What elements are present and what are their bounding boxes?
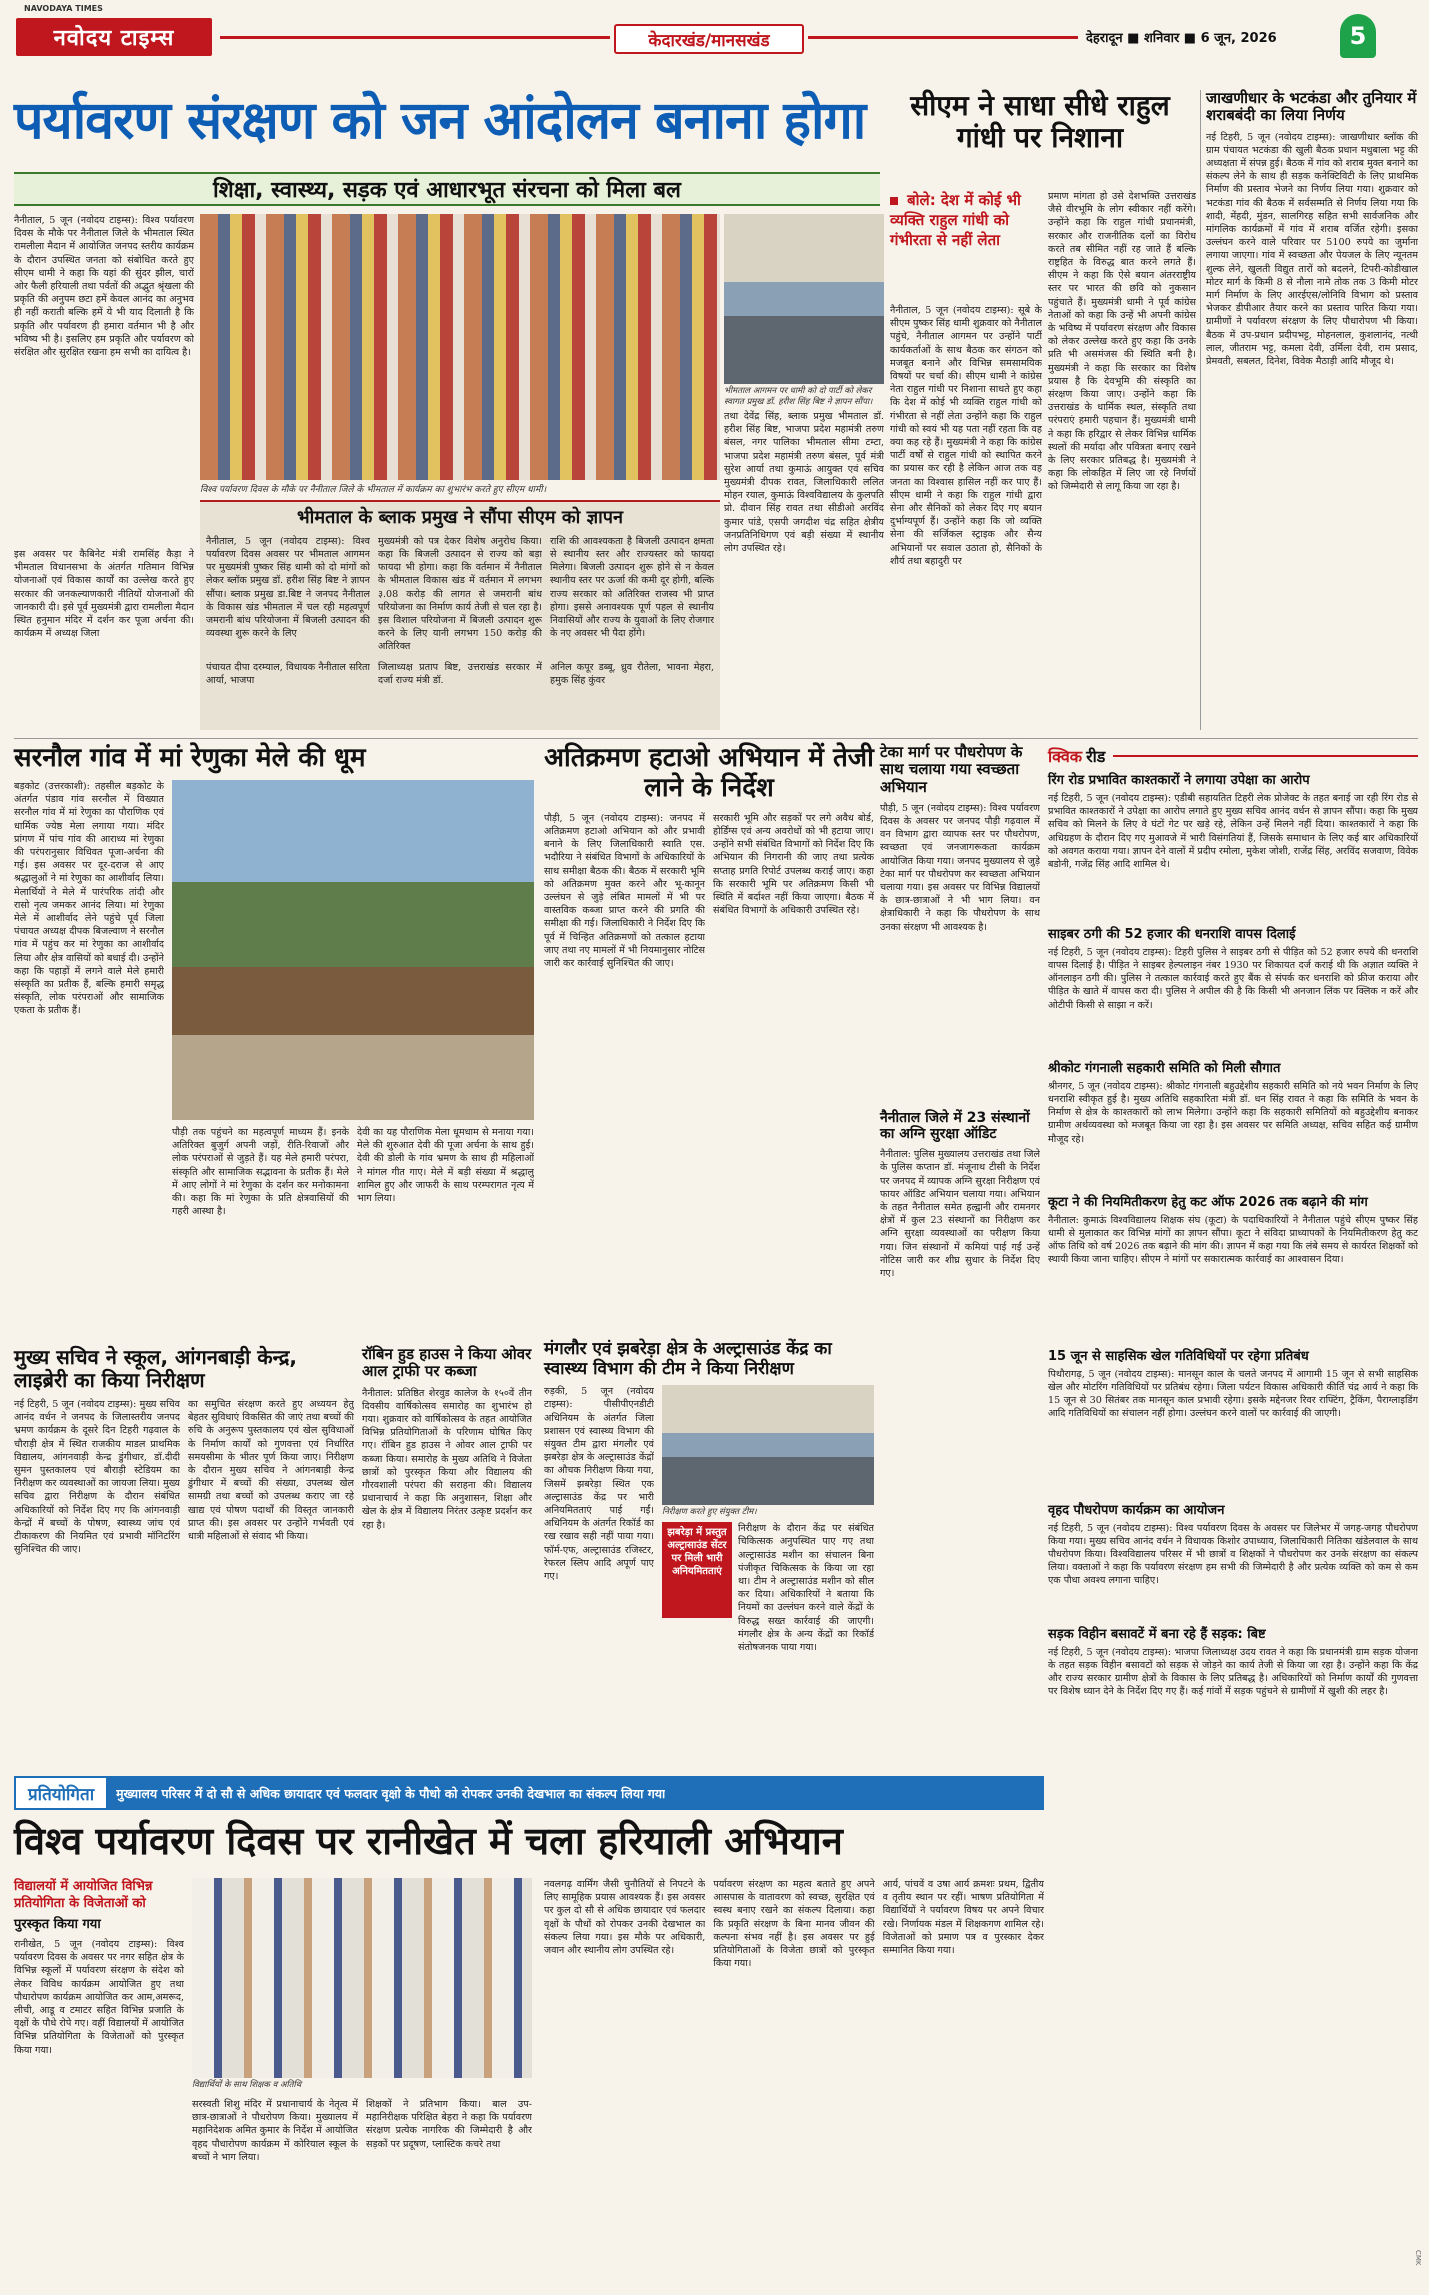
csec-story	[14, 1346, 354, 1766]
ranikhet-col-a: सरस्वती शिशु मंदिर में प्रधानाचार्य के नेतृत्व में छात्र-छात्राओं ने पौधरोपण किया। मुख्यालय में महानिदेशक अमित कुमार के निर्देश में आयोजित वृहद पौधारोपण कार्यक्रम में कोरियाल स्कूल के बच्चों ने भाग लिया।	[192, 2099, 358, 2163]
quick-read-list	[1048, 774, 1418, 1776]
renuka-headline: सरनौल गांव में मां रेणुका मेले की धूम	[14, 743, 366, 773]
ultra-inset-text: झबरेड़ा में प्रस्तुत अल्ट्रासाउंड सेंटर पर मिली भारी अनियमितताएं	[667, 1527, 727, 1578]
encroach-col1: पौड़ी, 5 जून (नवोदय टाइम्स): जनपद में अतिक्रमण हटाओ अभियान को और प्रभावी बनाने के लिए जिलाधिकारी स्वाति एस. भदौरिया ने संबंधित विभागों के अधिकारियों के साथ समीक्षा बैठक की। बैठक में सरकारी भूमि को अतिक्रमण मुक्त करने और भू-कानून उल्लंघन से जुड़े लंबित मामलों में भी पर वास्तविक कब्जा प्राप्त करने की प्रगति की समीक्षा की गई। जिलाधिकारी ने निर्देश दिए कि पूर्व में चिन्हित अतिक्रमणों को तत्काल हटाया जाए तथा नए मामलों में भी नियमानुसार नोटिस जारी कर कार्रवाई सुनिश्चित की जाए।	[544, 812, 705, 970]
renuka-col2: पौड़ी तक पहुंचने का महत्वपूर्ण माध्यम हैं। इनके अतिरिक्त बुजुर्ग अपनी जड़ों, रीति-रिवाजों और लोक परंपराओं से जुड़ते हैं। यह मेले हमारी परंपरा, संस्कृति और सामाजिक सद्भावना के प्रतीक हैं। मेले में आए लोगों ने मां रेणुका के दर्शन कर मनोकामना की। कहा कि मां रेणुका के प्रति क्षेत्रवासियों की गहरी आस्था है।	[172, 1126, 349, 1218]
rahul-col1b	[724, 410, 884, 730]
lead-deck	[14, 172, 880, 206]
rahul-headline	[890, 90, 1190, 180]
teka-story	[880, 744, 1040, 1104]
csec-headline: मुख्य सचिव ने स्कूल, आंगनबाड़ी केन्द्र, लाइब्रेरी का किया निरीक्षण	[14, 1345, 298, 1392]
small-brand: NAVODAYA TIMES	[24, 4, 103, 13]
comp-headline	[14, 1814, 1044, 1870]
section-tab	[614, 24, 804, 54]
renuka-story	[14, 744, 534, 1340]
teka-body: पौड़ी, 5 जून (नवोदय टाइम्स): विश्व पर्यावरण दिवस के अवसर पर जनपद पौड़ी गढ़वाल में वन विभाग द्वारा व्यापक स्तर पर पौधरोपण, स्वच्छता एवं जनजागरूकता कार्यक्रम आयोजित किया गया। जनपद मुख्यालय से जुड़े टेका मार्ग पर पौधरोपण कर स्वच्छता अभियान चलाया गया। इस अवसर पर विभिन्न विद्यालयों के छात्र-छात्राओं ने भी भाग लिया। वन क्षेत्राधिकारी ने कहा कि पौधरोपण के साथ उनका संरक्षण भी आवश्यक है।	[880, 802, 1040, 933]
jakhan-body: नई टिहरी, 5 जून (नवोदय टाइम्स): जाखणीधार ब्लॉक की ग्राम पंचायत भटकंडा की खुली बैठक प्रधान मधुबाला भट्ट की अध्यक्षता में संपन्न हुई। बैठक में गांव को शराब मुक्त बनाने का संकल्प लेने के साथ ही सड़क कनेक्टिविटी के लिए प्राथमिक निर्माण की प्रस्ताव भेजने का निर्णय लिया गया। शुक्रवार को भटकंडा गांव की बैठक में सर्वसम्मति से निर्णय लिया गया कि शादी, मेंहदी, मुंडन, सालगिरह सहित सभी सार्वजनिक और मांगलिक कार्यक्रमों में गांव में शराब वर्जित रहेगी। इसका उल्लंघन करने वाले परिवार पर 5100 रुपये का जुर्माना लगाया जाएगा। गांव में स्वच्छता और पेयजल के लिए न्यूनतम शुल्क लेने, खुलती विद्युत तारों को बदलने, टिपरी-कोडीखाल मोटर मार्ग के किमी 8 से नौला नामे तोक तक 3 किमी मोटर मार्ग निर्माण के लिए आरईएस/लोनिवि विभाग को प्रस्ताव भेजकर डीपीआर तैयार करने का प्रस्ताव पारित किया गया। ग्रामीणों ने पर्यावरण संरक्षण के लिए पौधारोपण भी किया। बैठक में उप-प्रधान प्रदीपभट्ट, मोहनलाल, कुशलानंद, नत्थी लाल, जीतराम भट्ट, कमला देवी, उर्मिला देवी, राम प्रसाद, प्रेमवती, सबलत, दिनेश, विवेक मैठाड़ी आदि मौजूद थे।	[1206, 131, 1418, 367]
masthead-rule-right	[808, 36, 1078, 39]
quick-read-item	[1048, 774, 1418, 922]
page-number	[1340, 14, 1376, 58]
quote-marker-icon	[890, 197, 898, 205]
ultra-col2: निरीक्षण के दौरान केंद्र पर संबंधित चिकित्सक अनुपस्थित पाए गए तथा अल्ट्रासाउंड मशीन का संचालन बिना पंजीकृत चिकित्सक के किया जा रहा था। टीम ने अल्ट्रासाउंड मशीन को सील कर दिया। अधिकारियों ने बताया कि नियमों का उल्लंघन करने वाले केंद्रों के विरुद्ध सख्त कार्रवाई की जाएगी। मंगलौर क्षेत्र के अन्य केंद्रों का रिकॉर्ड संतोषजनक पाया गया।	[738, 1523, 874, 1653]
comp-tag	[14, 1776, 108, 1810]
col-rule	[1200, 90, 1201, 730]
fire-headline: नैनीताल जिले में 23 संस्थानों का अग्नि सुरक्षा ऑडिट	[880, 1110, 1030, 1143]
ranikhet-photo	[192, 1878, 532, 2078]
quick-read-item-body: नई टिहरी, 5 जून (नवोदय टाइम्स): एडीबी सहायतित टिहरी लेक प्रोजेक्ट के तहत बनाई जा रही रिंग रोड से प्रभावित काश्तकारों ने उपेक्षा का आरोप लगाते हुए मुख्य सचिव आनंद वर्धन से ज्ञापन सौंपा। कहा कि मुख्य सचिव को मिलने के लिए वे घंटों गेट पर खड़े रहे, लेकिन उन्हें मिलने नहीं दिया। काश्तकारों ने कहा कि अधिग्रहण के दौरान दिए गए मुआवजे में भारी विसंगतियां हैं, जिसके समाधान के लिए कई बार अधिकारियों को अवगत कराया गया। ज्ञापन देने वालों में प्रदीप रमोला, मुकेश जोशी, राजेंद्र सिंह, अरविंद सजवाण, विवेक बडोनी, गजेंद्र सिंह आदि शामिल थे।	[1048, 792, 1418, 870]
memo-tail1: पंचायत दीपा दरम्याल, विधायक नैनीताल सरिता आर्या, भाजपा	[206, 661, 370, 686]
ranikhet-side-head-text: विद्यालयों में आयोजित विभिन्न प्रतियोगिता के विजेताओं को	[14, 1879, 153, 1911]
memo-headline: भीमताल के ब्लाक प्रमुख ने सौंपा सीएम को ज्ञापन	[297, 507, 623, 528]
quick-read-item-headline: श्रीकोट गंगनाली सहकारी समिति को मिली सौगात	[1048, 1060, 1281, 1076]
robbin-body: नैनीताल: प्रतिष्ठित शेरवुड कालेज के १५०वें तीन दिवसीय वार्षिकोत्सव समारोह का शुभारंभ हो गया। शुक्रवार को वार्षिकोत्सव के तहत आयोजित विभिन्न प्रतियोगिताओं के परिणाम घोषित किए गए। रॉबिन हुड हाउस ने ओवर आल ट्राफी पर कब्जा किया। समारोह के मुख्य अतिथि ने विजेता छात्रों को पुरस्कृत किया और विद्यालय की गौरवशाली परंपरा की सराहना की। विद्यालय प्रधानाचार्य ने कहा कि अनुशासन, शिक्षा और खेल के क्षेत्र में विद्यालय निरंतर उत्कृष्ट प्रदर्शन कर रहा है।	[362, 1387, 532, 1531]
jakhan-story	[1206, 90, 1418, 730]
ranikhet-col-d: पर्यावरण संरक्षण का महत्व बताते हुए अपने आसपास के वातावरण को स्वच्छ, सुरक्षित एवं स्वस्थ बनाए रखने का संकल्प दिलाया। कहा कि प्रकृति संरक्षण के बिना मानव जीवन की कल्पना संभव नहीं है। इस अवसर पर हुई प्रतियोगिताओं के विजेता छात्रों को पुरस्कृत किया गया।	[713, 1879, 875, 1970]
memo-tail2: जिलाध्यक्ष प्रताप बिष्ट, उत्तराखंड सरकार में दर्जा राज्य मंत्री डॉ.	[378, 661, 542, 686]
rahul-photo	[724, 214, 884, 384]
ranikhet-cols-right	[544, 1878, 1044, 2284]
cmk-mark: CMK	[1414, 2250, 1422, 2266]
logo	[16, 18, 212, 56]
ultra-photo	[662, 1385, 874, 1505]
ranikhet-col-b: शिक्षकों ने प्रतिभाग किया। बाल उप-महानिरीक्षक परिक्षित बेहरा ने कहा कि पर्यावरण संरक्षण प्रत्येक नागरिक की जिम्मेदारी है और सड़कों पर प्रदूषण, प्लास्टिक कचरे तथा	[366, 2099, 532, 2150]
quick-read-item-body: नई टिहरी, 5 जून (नवोदय टाइम्स): टिहरी पुलिस ने साइबर ठगी से पीड़ित को 52 हजार रुपये की धनराशि वापस दिलाई है। पीड़ित ने साइबर हेल्पलाइन नंबर 1930 पर शिकायत दर्ज कराई थी कि अज्ञात व्यक्ति ने ऑनलाइन ठगी की। पुलिस ने तत्काल कार्रवाई करते हुए बैंक से संपर्क कर धनराशि को फ्रीज कराया और पीड़ित के खाते में वापस करा दी। पुलिस ने अपील की है कि किसी भी अनजान लिंक पर क्लिक न करें और ओटीपी किसी से साझा न करें।	[1048, 946, 1418, 1011]
memo-col2: मुख्यमंत्री को पत्र देकर विशेष अनुरोध किया। कहा कि बिजली उत्पादन से राज्य को बड़ा फायदा भी होगा। कहा कि वर्तमान में नैनीताल के भीमताल विकास खंड में वर्तमान में लगभग ३.08 करोड़ की लागत से जमरानी बांध परियोजना का निर्माण कार्य तेजी से चल रहा है। इस विशाल परियोजना में बिजली उत्पादन शुरू करने के लिए यानी लगभग 150 करोड़ की अतिरिक्त	[378, 535, 542, 653]
renuka-photo	[172, 780, 534, 1120]
ultra-story	[544, 1340, 874, 1770]
page-number-value: 5	[1349, 22, 1367, 50]
logo-text: नवोदय टाइम्स	[53, 26, 175, 51]
ultra-headline: मंगलौर एवं झबरेड़ा क्षेत्र के अल्ट्रासाउंड केंद्र का स्वास्थ्य विभाग की टीम ने किया निरीक्षण	[544, 1339, 832, 1379]
csec-col1: नई टिहरी, 5 जून (नवोदय टाइम्स): मुख्य सचिव आनंद वर्धन ने जनपद के जिलास्तरीय जनपद भ्रमण कार्यक्रम के दूसरे दिन टिहरी गढ़वाल के चौराड़ी क्षेत्र में स्थित राजकीय माडल प्राथमिक विद्यालय, आंगनवाड़ी केन्द्र डुंगीधार, डॉ.दीदी सुमन पुस्तकालय एवं बौराड़ी स्टेडियम का निरीक्षण कर व्यवस्थाओं का जायजा लिया। मुख्य सचिव द्वारा निरीक्षण के दौरान संबंधित अधिकारियों को निर्देश दिए गए कि आंगनवाड़ी केन्द्रों में बच्चों के पोषण, स्वास्थ्य जांच एवं टीकाकरण की नियमित एवं प्रभावी मॉनिटरिंग सुनिश्चित की जाए।	[14, 1399, 180, 1556]
memo-story	[200, 500, 720, 730]
quick-read-item-headline: रिंग रोड प्रभावित काश्तकारों ने लगाया उपेक्षा का आरोप	[1048, 773, 1310, 788]
section-rule	[14, 738, 1418, 739]
ranikhet-side-body: रानीखेत, 5 जून (नवोदय टाइम्स): विश्व पर्यावरण दिवस के अवसर पर नगर सहित क्षेत्र के विभिन्न स्कूलों में पर्यावरण संरक्षण के संदेश को लेकर विविध कार्यक्रम आयोजित हुए तथा पौधारोपण कार्यक्रम आयोजित कर आम,अमरूद, लीची, आडू व टमाटर सहित विभिन्न प्रजाति के वृक्षों के पौधे रोपे गए। वहीं विद्यालयों में आयोजित विभिन्न प्रतियोगिता के विजेताओं को पुरस्कृत किया गया।	[14, 1939, 184, 2056]
memo-col1: नैनीताल, 5 जून (नवोदय टाइम्स): विश्व पर्यावरण दिवस अवसर पर भीमताल आगमन पर मुख्यमंत्री पुष्कर सिंह धामी को दो मांगों को लेकर ब्लॉक प्रमुख डॉ. हरीश सिंह बिष्ट ने ज्ञापन सौंपा। ब्लाक प्रमुख डा.बिष्ट ने जनपद नैनीताल के विकास खंड भीमताल में चल रही महत्वपूर्ण जमरानी बांध परियोजना में बिजली उत्पादन की व्यवस्था शुरू करने के लिए	[206, 535, 370, 640]
ultra-col1: रुड़की, 5 जून (नवोदय टाइम्स): पीसीपीएनडीटी अधिनियम के अंतर्गत जिला प्रशासन एवं स्वास्थ्य विभाग की संयुक्त टीम द्वारा मंगलौर एवं झबरेड़ा क्षेत्र के अल्ट्रासाउंड केंद्रों का औचक निरीक्षण किया गया, जिसमें झबरेड़ा स्थित एक अल्ट्रासाउंड केंद्र पर भारी अनियमितताएं पाई गईं। अधिनियम के अंतर्गत रिकॉर्ड का रख रखाव सही नहीं पाया गया। फॉर्म-एफ, अल्ट्रासाउंड रजिस्टर, रेफरल स्लिप आदि अपूर्ण पाए गए।	[544, 1386, 654, 1582]
quick-read-item	[1048, 1196, 1418, 1344]
quick-read-label-b: रीड	[1086, 747, 1106, 766]
lead-photo	[200, 214, 720, 480]
ranikhet-side-head	[14, 1878, 184, 1912]
quick-read	[1048, 744, 1418, 1794]
quick-read-item	[1048, 1062, 1418, 1190]
lead-body-para1: नैनीताल, 5 जून (नवोदय टाइम्स): विश्व पर्यावरण दिवस के मौके पर नैनीताल जिले के भीमताल स्थित रामलीला मैदान में आयोजित जनपद स्तरीय कार्यक्रम के दौरान उपस्थित जनता को संबोधित करते हुए सीएम धामी ने कहा कि यहां की सुंदर झील, चारों ओर फैली हरियाली तथा पर्वतों की अद्भुत श्रृंखला की प्रकृति की अनुपम छटा हमें केवल आनंद का अनुभव ही नहीं कराती बल्कि हमें ये भी याद दिलाती है कि प्रकृति और पर्यावरण ही हमारा वर्तमान भी है और भविष्य भी है। इसलिए हम प्रकृति और पर्यावरण को संरक्षित और सुरक्षित रखना हम सभी का दायित्व है।	[14, 215, 194, 359]
dateline: देहरादून ■ शनिवार ■ 6 जून, 2026	[1086, 31, 1277, 46]
teka-headline: टेका मार्ग पर पौधरोपण के साथ चलाया गया स्वच्छता अभियान	[880, 743, 1023, 796]
robbin-headline: रॉबिन हुड हाउस ने किया ओवर आल ट्राफी पर कब्जा	[362, 1345, 532, 1381]
encroach-story	[544, 744, 874, 1334]
rahul-col1-text: नैनीताल, 5 जून (नवोदय टाइम्स): सूबे के सीएम पुष्कर सिंह धामी शुक्रवार को नैनीताल पहुंचे, नैनीताल आगमन पर उन्होंने पार्टी कार्यकर्ताओं के साथ बैठक कर संगठन को मजबूत बनाने और विभिन्न समसामयिक विषयों पर चर्चा की। सीएम धामी ने कांग्रेस नेता राहुल गांधी पर निशाना साधते हुए कहा कि देश में कोई भी व्यक्ति राहुल गांधी को गंभीरता से नहीं लेता उन्होंने कहा कि राहुल गांधी को स्वयं भी यह पता नहीं रहता कि वह क्या कह रहे हैं। मुख्यमंत्री ने कहा कि कांग्रेस पार्टी वर्षों से राहुल गांधी को स्थापित करने का प्रयास कर रही है लेकिन आज तक वह जनता का विश्वास हासिल नहीं कर पाए हैं। सीएम धामी ने कहा कि राहुल गांधी द्वारा सेना और सैनिकों को लेकर दिए गए बयान दुर्भाग्यपूर्ण हैं। उन्होंने कहा कि जो व्यक्ति सेना की सर्जिकल स्ट्राइक और सैन्य अभियानों पर सवाल उठाता हो, सैनिकों के शौर्य तथा बहादुरी पर	[890, 305, 1042, 567]
ranikhet-col-e: आर्य, पांचवें व उषा आर्य क्रमशः प्रथम, द्वितीय व तृतीय स्थान पर रहीं। भाषण प्रतियोगिता में विद्यार्थियों ने पर्यावरण विषय पर अपने विचार रखे। निर्णायक मंडल में शिक्षकगण शामिल रहे। विजेताओं को प्रमाण पत्र व पुरस्कार देकर सम्मानित किया गया।	[882, 1879, 1044, 1957]
ultra-photo-caption: निरीक्षण करते हुए संयुक्त टीम।	[662, 1507, 757, 1518]
quick-read-item-headline: कूटा ने की नियमितीकरण हेतु कट ऑफ 2026 तक बढ़ाने की मांग	[1048, 1194, 1368, 1210]
comp-headline-text: विश्व पर्यावरण दिवस पर रानीखेत में चला हरियाली अभियान	[14, 1819, 843, 1864]
ranikhet-side	[14, 1878, 184, 2278]
quick-read-label	[1048, 744, 1418, 768]
quick-read-item-body: नैनीताल: कुमाऊं विश्वविद्यालय शिक्षक संघ (कूटा) के पदाधिकारियों ने नैनीताल पहुंचे सीएम पुष्कर सिंह धामी से मुलाकात कर विभिन्न मांगों का ज्ञापन सौंपा। कूटा ने संविदा प्राध्यापकों के नियमितीकरण हेतु कट ऑफ तिथि को वर्ष 2026 तक बढ़ाने की मांग की। ज्ञापन में कहा गया कि लंबे समय से कार्यरत शिक्षकों को स्थायी किया जाना चाहिए। सीएम ने मांगों पर सकारात्मक कार्रवाई का आश्वासन दिया।	[1048, 1214, 1418, 1266]
encroach-col2: सरकारी भूमि और सड़कों पर लगे अवैध बोर्ड, होर्डिंग्स एवं अन्य अवरोधों को भी हटाया जाए। उन्होंने सभी संबंधित विभागों को निर्देश दिए कि अभियान की निगरानी की जाए तथा प्रत्येक सप्ताह प्रगति रिपोर्ट उपलब्ध कराई जाए। कहा कि सरकारी भूमि पर अतिक्रमण किसी भी स्थिति में बर्दाश्त नहीं किया जाएगा। बैठक में संबंधित विभागों के अधिकारी उपस्थित रहे।	[713, 812, 874, 917]
lead-body-para2: इस अवसर पर कैबिनेट मंत्री रामसिंह कैड़ा ने भीमताल विधानसभा के अंतर्गत गतिमान विभिन्न योजनाओं एवं विकास कार्यों का उल्लेख करते हुए सरकार की जनकल्याणकारी नीतियों योजनाओं की जानकारी दी। इसे पूर्व मुख्यमंत्री द्वारा रामलीला मैदान स्थित हनुमान मंदिर में दर्शन कर पूजा अर्चना की। कार्यक्रम में अध्यक्ष जिला	[14, 549, 194, 640]
quick-read-item	[1048, 1628, 1418, 1776]
ultra-inset	[662, 1522, 732, 1618]
lead-body-left	[14, 214, 194, 734]
renuka-col3: देवी का यह पौराणिक मेला धूमधाम से मनाया गया। मेले की शुरुआत देवी की पूजा अर्चना के साथ हुई। देवी की डोली के गांव भ्रमण के साथ ही महिलाओं ने मांगल गीत गाए। मेले में बड़ी संख्या में श्रद्धालु शामिल हुए और जाफरी के साथ परम्परागत नृत्य में भाग लिया।	[357, 1126, 534, 1204]
ranikhet-col-c: नवलगढ़ वार्मिंग जैसी चुनौतियों से निपटने के लिए सामूहिक प्रयास आवश्यक हैं। इस अवसर पर कुल दो सौ से अधिक छायादार एवं फलदार वृक्षों के पौधों को रोपकर उनकी देखभाल का संकल्प लिया गया। इस मौके पर अधिकारी, जवान और स्थानीय लोग उपस्थित रहे।	[544, 1879, 706, 1957]
encroach-headline: अतिक्रमण हटाओ अभियान में तेजी लाने के निर्देश	[544, 743, 874, 803]
quick-read-item-body: नई टिहरी, 5 जून (नवोदय टाइम्स): भाजपा जिलाध्यक्ष उदय रावत ने कहा कि प्रधानमंत्री ग्राम सड़क योजना के तहत सड़क विहीन बसावटों को सड़क से जोड़ने का कार्य तेजी से किया जा रहा है। उन्होंने कहा कि केंद्र और राज्य सरकार ग्रामीण क्षेत्रों के विकास के लिए प्रतिबद्ध है। अधिकारियों को निर्माण कार्यों की गुणवत्ता पर विशेष ध्यान देने के निर्देश दिए गए हैं। कई गांवों में सड़क पहुंचने से ग्रामीणों में खुशी की लहर है।	[1048, 1646, 1418, 1698]
quick-read-item-headline: सड़क विहीन बसावटें में बना रहे हैं सड़क: बिष्ट	[1048, 1626, 1266, 1642]
quick-read-item-body: पिथौरागढ़, 5 जून (नवोदय टाइम्स): मानसून काल के चलते जनपद में आगामी 15 जून से सभी साहसिक खेल और मोटरिंग गतिविधियों पर प्रतिबंध रहेगा। जिला पर्यटन विकास अधिकारी कीर्ति चंद्र आर्य ने कहा कि 15 जून से 30 सितंबर तक मानसून काल प्रभावी रहेगा। इसके मद्देनजर रिवर राफ्टिंग, ट्रैकिंग, पैराग्लाइडिंग आदि गतिविधियों का संचालन नहीं होगा। उल्लंघन करने वालों पर कार्रवाई की जाएगी।	[1048, 1368, 1418, 1420]
robbin-story	[362, 1346, 532, 1766]
memo-tail3: अनिल कपूर डब्बू, ध्रुव रौतेला, भावना मेहरा, हमुक सिंह कुंवर	[550, 661, 714, 686]
lead-headline	[14, 72, 880, 164]
lead-photo-caption: विश्व पर्यावरण दिवस के मौके पर नैनीताल जिले के भीमताल में कार्यक्रम का शुभारंभ करते हुए सीएम धामी।	[200, 485, 547, 495]
fire-story	[880, 1110, 1040, 1510]
quick-read-item-body: श्रीनगर, 5 जून (नवोदय टाइम्स): श्रीकोट गंगनाली बहुउद्देशीय सहकारी समिति को नये भवन निर्माण के लिए धनराशि स्वीकृत हुई है। मुख्य अतिथि सहकारिता मंत्री डॉ. धन सिंह रावत ने कहा कि समिति के भवन के निर्माण से क्षेत्र के काश्तकारों को लाभ मिलेगा। उन्होंने कहा कि सहकारी समितियों को बहुउद्देशीय बनाकर ग्रामीण अर्थव्यवस्था को मजबूत किया जा रहा है। इस अवसर पर समिति अध्यक्ष, सचिव सहित कई ग्रामीण मौजूद रहे।	[1048, 1080, 1418, 1145]
section-label: केदारखंड/मानसखंड	[648, 30, 770, 51]
lead-headline-text: पर्यावरण संरक्षण को जन आंदोलन बनाना होगा	[14, 90, 866, 151]
rahul-col2	[1048, 190, 1196, 730]
ranikhet-photo-caption: विद्यार्थियों के साथ शिक्षक व अतिथि	[192, 2080, 302, 2090]
quick-read-item	[1048, 1504, 1418, 1622]
rahul-col2-text: प्रमाण मांगता हो उसे देशभक्ति उत्तराखंड जैसे वीरभूमि के लोग स्वीकार नहीं करेंगे। उन्होंने कहा कि राहुल गांधी प्रधानमंत्री, सरकार और राजनीतिक दलों का विरोध करते तब सीमित नहीं रह जाते हैं बल्कि राष्ट्रहित के विरुद्ध बात करने लगते हैं। सीएम ने कहा कि ऐसे बयान अंतरराष्ट्रीय स्तर पर भारत की छवि को नुकसान पहुंचाते हैं। मुख्यमंत्री धामी ने पूर्व कांग्रेस नेताओं को कहा कि उन्हें भी अपनी कांग्रेस के भविष्य में पर्यावरण संरक्षण और विकास को लेकर उल्लेख करते हुए कहा कि उनके प्रति भी असमंजस की स्थिति बनी है। मुख्यमंत्री ने कहा कि सरकार का विशेष प्रयास है कि देवभूमि की संस्कृति का संरक्षण किया जाए। उन्होंने कहा कि उत्तराखंड के धार्मिक स्थल, संस्कृति तथा परंपराएं हमारी पहचान हैं। मुख्यमंत्री धामी ने कहा कि हरिद्वार से लेकर विभिन्न धार्मिक स्थलों की मर्यादा और पवित्रता बनाए रखने के लिए सरकार प्रतिबद्ध है। मुख्यमंत्री ने कहा कि लोकहित में लिए जा रहे निर्णयों को जिम्मेदारी से लागू किया जा रहा है।	[1048, 191, 1196, 493]
rahul-headline-text: सीएम ने साधा सीधे राहुल गांधी पर निशाना	[910, 89, 1170, 155]
rahul-col1	[890, 304, 1042, 724]
masthead-rule-left	[220, 36, 610, 39]
rahul-photo-caption: भीमताल आगमन पर धामी को दो पार्टी को लेकर स्वागत प्रमुख डॉ. हरीश सिंह बिष्ट ने ज्ञापन सौंपा।	[724, 386, 873, 407]
jakhan-headline: जाखणीधार के भटकंडा और तुनियार में शराबबंदी का लिया निर्णय	[1206, 89, 1417, 125]
rahul-quote	[890, 190, 1050, 300]
memo-col3: राशि की आवश्यकता है बिजली उत्पादन क्षमता से स्थानीय स्तर और राज्यस्तर को फायदा मिलेगा। बिजली उत्पादन शुरू होने से न केवल स्थानीय स्तर पर ऊर्जा की कमी दूर होगी, बल्कि राज्य सरकार को अतिरिक्त राजस्व भी प्राप्त होगा। इससे अनावश्यक पूर्ण पहल से स्थानीय निवासियों और राज्य के युवाओं के लिए रोजगार के नए अवसर भी पैदा होंगे।	[550, 535, 714, 640]
quick-read-item-headline: साइबर ठगी की 52 हजार की धनराशि वापस दिलाई	[1048, 926, 1296, 942]
csec-col2: का समुचित संरक्षण करते हुए अध्ययन हेतु बेहतर सुविधाएं विकसित की जाएं तथा बच्चों की रुचि के अनुरूप पुस्तकालय एवं खेल सुविधाओं के निर्माण कार्यों को गुणवत्ता एवं निर्धारित समयसीमा के भीतर पूर्ण किया जाए। निरीक्षण के दौरान मुख्य सचिव ने आंगनबाड़ी केन्द्र डुंगीधार में बच्चों की संख्या, उपलब्ध खेल सामग्री तथा बच्चों को उपलब्ध कराए जा रहे खाद्य एवं पोषण पदार्थों की विस्तृत जानकारी प्राप्त की। इस अवसर पर उन्होंने गर्भवती एवं धात्री महिलाओं से संवाद भी किया।	[188, 1399, 354, 1543]
renuka-col1: बड़कोट (उत्तरकाशी): तहसील बड़कोट के अंतर्गत पंडाव गांव सरनौल में विख्यात सरनौल गांव में मां रेणुका का पौराणिक एवं धार्मिक ज्येष्ठ मेला लगाया गया। मंदिर प्रांगण में पांच गांव की आराध्य मां रेणुका की परंपरानुसार विधिवत पूजा-अर्चना की गई। इस अवसर पर दूर-दराज से आए श्रद्धालुओं ने मां रेणुका का आशीर्वाद लिया। मेलार्थियों ने मेले में पारंपरिक तांदी और रासो नृत्य जमकर आनंद लिया। मां रेणुका मेले में आशीर्वाद लेने पहुंचे पूर्व जिला पंचायत अध्यक्ष दीपक बिजल्वाण ने सरनौल गांव में पहुंच कर मां रेणुका का आशीर्वाद लिया और क्षेत्र वासियों को बधाई दी। उन्होंने कहा कि पहाड़ों में लगने वाले मेले हमारी संस्कृति का प्रतीक हैं, बल्कि हमारी समृद्ध संस्कृति, लोक परंपराओं और सामाजिक एकता के प्रतीक हैं।	[14, 780, 164, 1017]
comp-kicker: मुख्यालय परिसर में दो सौ से अधिक छायादार एवं फलदार वृक्षो के पौधो को रोपकर उनकी देखभाल का संकल्प लिया गया	[116, 1785, 666, 1801]
fire-body: नैनीताल: पुलिस मुख्यालय उत्तराखंड तथा जिले के पुलिस कप्तान डॉ. मंजूनाथ टीसी के निर्देश पर जनपद में व्यापक अग्नि सुरक्षा निरीक्षण एवं फायर ऑडिट अभियान चलाया गया। अभियान के तहत नैनीताल समेत हल्द्वानी और रामनगर क्षेत्रों में कुल 23 संस्थानों का निरीक्षण कर अग्नि सुरक्षा व्यवस्थाओं का परीक्षण किया गया। जिन संस्थानों में कमियां पाई गईं उन्हें नोटिस जारी कर शीघ्र सुधार के निर्देश दिए गए।	[880, 1149, 1040, 1280]
quick-read-item-headline: 15 जून से साहसिक खेल गतिविधियों पर रहेगा प्रतिबंध	[1048, 1348, 1309, 1364]
quick-read-label-a: क्विक	[1048, 747, 1083, 766]
quick-read-item	[1048, 1350, 1418, 1498]
ranikhet-side-head2: पुरस्कृत किया गया	[14, 1917, 101, 1932]
rahul-quote-text: बोले: देश में कोई भी व्यक्ति राहुल गांधी को गंभीरता से नहीं लेता	[890, 191, 1021, 249]
comp-tag-text: प्रतियोगिता	[28, 1784, 95, 1805]
quick-read-item-body: नई टिहरी, 5 जून (नवोदय टाइम्स): विश्व पर्यावरण दिवस के अवसर पर जिलेभर में जगह-जगह पौधरोपण किया गया। मुख्य सचिव आनंद वर्धन ने विधायक किशोर उपाध्याय, जिलाधिकारी नितिका खंडेलवाल के साथ पौधरोपण किया। विश्वविद्यालय परिसर में भी छात्रों व शिक्षकों ने पौधरोपण कर उनके संरक्षण का संकल्प लिया। वक्ताओं ने कहा कि पर्यावरण संरक्षण हम सभी की जिम्मेदारी है और प्रत्येक व्यक्ति को कम से कम एक पौधा अवश्य लगाना चाहिए।	[1048, 1522, 1418, 1587]
quick-read-item-headline: वृहद पौधरोपण कार्यक्रम का आयोजन	[1048, 1502, 1225, 1518]
comp-banner	[14, 1776, 1044, 1810]
masthead	[0, 0, 1429, 66]
rahul-col1b-text: तथा देवेंद्र सिंह, ब्लाक प्रमुख भीमताल डॉ. हरीश सिंह बिष्ट, भाजपा प्रदेश महामंत्री तरुण बंसल, नगर पालिका भीमताल सीमा टम्टा, भाजपा प्रदेश महामंत्री तरुण बंसल, पूर्व मंत्री सुरेश आर्या तथा कुमाऊं आयुक्त एवं सचिव मुख्यमंत्री दीपक रावत, जिलाधिकारी ललित मोहन रयाल, कुमाऊं विश्वविद्यालय के कुलपति प्रो. दीवान सिंह रावत तथा सीडीओ अरविंद कुमार पांडे, एसपी जगदीश चंद्र सहित क्षेत्रीय जनप्रतिनिधिगण एवं बड़ी संख्या में स्थानीय लोग उपस्थित रहे।	[724, 411, 884, 555]
quick-read-item	[1048, 928, 1418, 1056]
lead-deck-text: शिक्षा, स्वास्थ्य, सड़क एवं आधारभूत संरचना को मिला बल	[213, 178, 681, 203]
